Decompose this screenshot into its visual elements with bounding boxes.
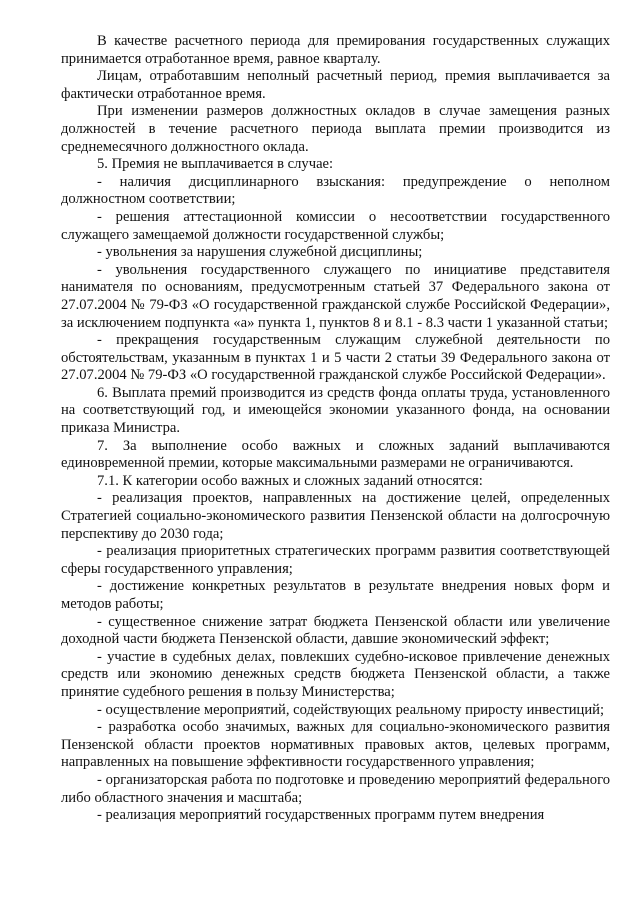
section-5-heading: 5. Премия не выплачивается в случае: <box>97 156 334 173</box>
document-page <box>61 33 610 825</box>
section-7-1-heading: 7.1. К категории особо важных и сложных заданий относятся: <box>97 472 483 489</box>
list-item: - реализация приоритетных стратегических программ развития соответствующей сферы государственного управления; <box>61 543 610 577</box>
section-6-paragraph: 6. Выплата премий производится из средств фонда оплаты труда, установленного на соответствующий год, и имеющейся экономии указанного фонда, на основании приказа Министра. <box>61 384 610 437</box>
section-7-paragraph: 7. За выполнение особо важных и сложных заданий выплачиваются единовременной премии, которые максимальными размерами не ограничиваются. <box>61 437 610 472</box>
paragraph: При изменении размеров должностных окладов в случае замещения разных должностей в течение расчетного периода выплата премии производится из среднемесячного должностного оклада. <box>61 103 610 155</box>
list-item: - прекращения государственным служащим служебной деятельности по обстоятельствам, указанным в пунктах 1 и 5 части 2 статьи 39 Федерального закона от 27.07.2004 № 79-ФЗ «О государственной гражданской службе Российской Федерации». <box>61 332 610 384</box>
list-item: - реализация проектов, направленных на достижение целей, определенных Стратегией социально-экономического развития Пензенской области на долгосрочную перспективу до 2030 года; <box>61 490 610 542</box>
list-item: - достижение конкретных результатов в результате внедрения новых форм и методов работы; <box>61 578 610 612</box>
paragraph: В качестве расчетного периода для премирования государственных служащих принимается отработанное время, равное кварталу. <box>61 33 610 67</box>
list-item: - осуществление мероприятий, содействующих реальному приросту инвестиций; <box>97 701 605 718</box>
list-item: - наличия дисциплинарного взыскания: предупреждение о неполном должностном соответствии; <box>61 173 610 208</box>
list-item: - решения аттестационной комиссии о несоответствии государственного служащего замещаемой должности государственной службы; <box>61 208 610 243</box>
list-item: - организаторская работа по подготовке и проведению мероприятий федерального либо областного значения и масштаба; <box>61 771 610 806</box>
list-item: - реализация мероприятий государственных программ путем внедрения <box>97 807 545 824</box>
list-item: - существенное снижение затрат бюджета Пензенской области или увеличение доходной части бюджета Пензенской области, давшие экономический эффект; <box>61 613 610 648</box>
paragraph: Лицам, отработавшим неполный расчетный период, премия выплачивается за фактически отработанное время. <box>61 68 610 102</box>
list-item: - участие в судебных делах, повлекших судебно-исковое привлечение денежных средств или экономию денежных средств бюджета Пензенской области, а также принятие судебного решения в пользу Министерства; <box>61 648 610 700</box>
list-item: - разработка особо значимых, важных для социально-экономического развития Пензенской области проектов нормативных правовых актов, целевых программ, направленных на повышение эффективности государственного управления; <box>61 719 610 771</box>
list-item: - увольнения за нарушения служебной дисциплины; <box>97 244 423 261</box>
list-item: - увольнения государственного служащего по инициативе представителя нанимателя по основаниям, предусмотренным статьей 37 Федерального закона от 27.07.2004 № 79-ФЗ «О государственной гражданской службе Российской Федерации», за исключением подпункта «а» пункта 1, пунктов 8 и 8.1 - 8.3 части 1 указанной статьи; <box>61 261 610 331</box>
